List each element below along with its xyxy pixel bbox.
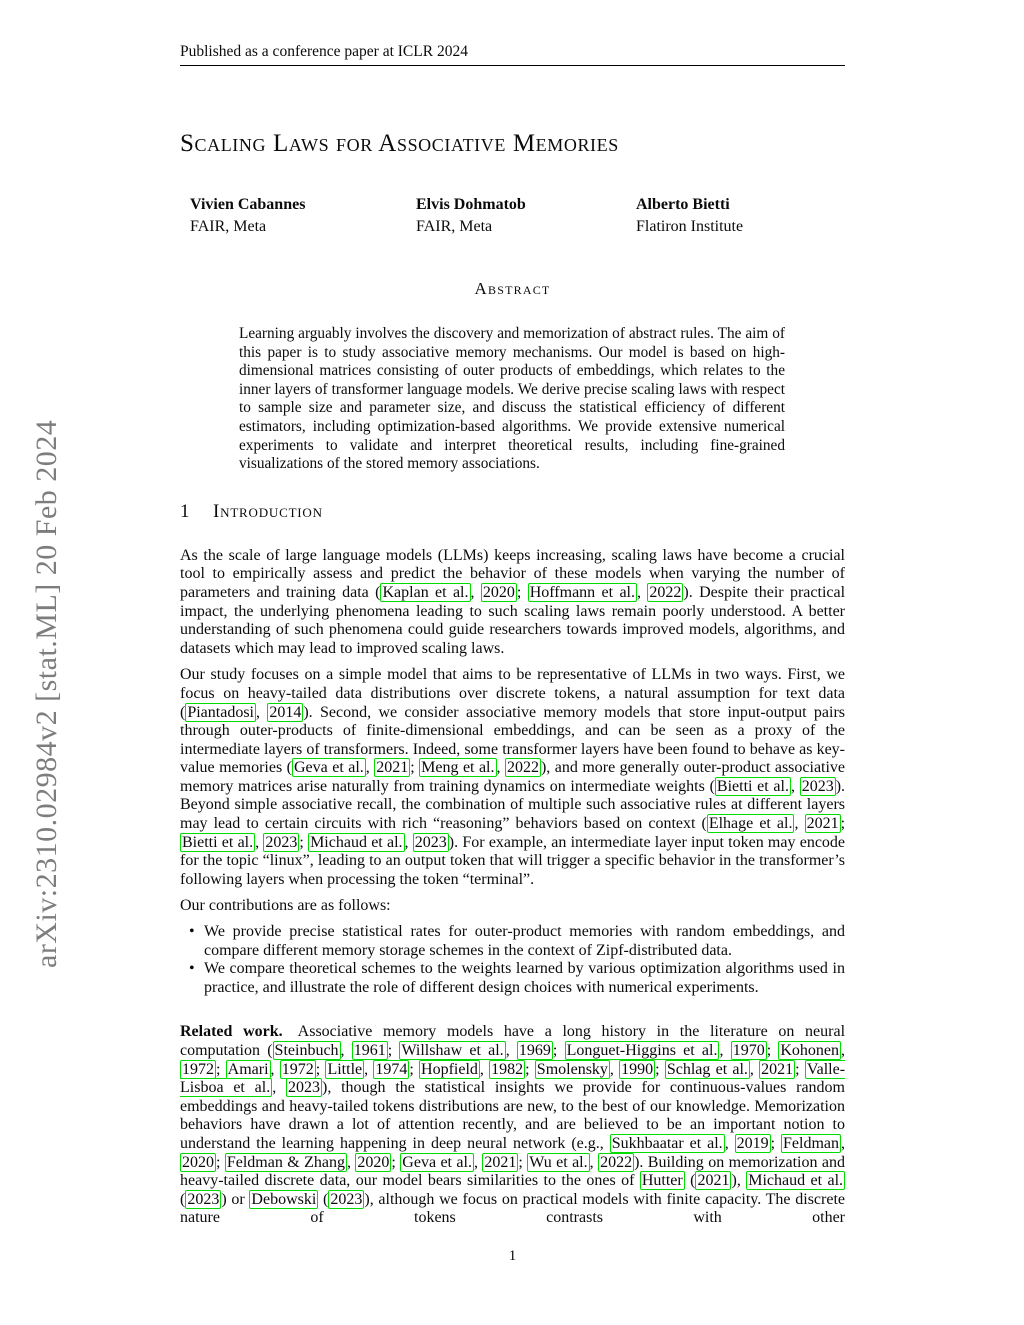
section-heading-introduction xyxy=(180,500,845,524)
author-name: Elvis Dohmatob xyxy=(416,196,526,213)
related-work-label: Related work. xyxy=(180,1023,283,1041)
intro-paragraph-1: As the scale of large language models (LLMs) keeps increasing, scaling laws have become a crucial tool to empirically assess and predict the behavior of these models when varying the number of parameters and training data ( Kaplan et al. , 2020 ; Hoffmann et al. , 2022 ). Despite their practical impact, the underlying phenomena leading to such scaling laws remain poorly understood. A better understanding of such phenomena could guide researchers towards improved models, algorithms, and datasets which may lead to improved scaling laws. xyxy=(180,546,846,657)
citation-link[interactable]: Michaud et al. xyxy=(310,833,403,851)
citation-link[interactable]: 2020 xyxy=(182,1153,214,1171)
author-2 xyxy=(416,195,526,236)
citation-link[interactable]: 2023 xyxy=(287,1079,320,1097)
citation-link[interactable]: 1990 xyxy=(621,1060,654,1078)
citation-link[interactable]: 2021 xyxy=(484,1153,517,1171)
citation-link[interactable]: 2023 xyxy=(187,1190,220,1208)
citation-link[interactable]: 2021 xyxy=(806,815,839,833)
citation-link[interactable]: 2022 xyxy=(649,583,682,601)
citation-link[interactable]: Bietti et al. xyxy=(716,777,789,795)
citation-link[interactable]: Kohonen xyxy=(780,1042,840,1059)
abstract-heading: Abstract xyxy=(474,279,551,298)
author-affiliation: FAIR, Meta xyxy=(416,218,493,235)
citation-link[interactable]: 2022 xyxy=(600,1153,633,1171)
citation-link[interactable]: 2020 xyxy=(482,583,515,601)
citation-link[interactable]: 1974 xyxy=(375,1060,408,1078)
related-work-paragraph xyxy=(180,1023,845,1228)
intro-paragraph-2: Our study focuses on a simple model that aims to be representative of LLMs in two ways. First, we focus on heavy-tailed data distributions over discrete tokens, a natural assumption for text data ( Piantadosi , 2014 ). Second, we consider associative memory models that store input-output pairs through outer-products of finite-dimensional embeddings, and can be seen as a proxy of the intermediate layers of transformers. Indeed, some transformer layers have been found to behave as key-value memories ( Geva et al. , 2021 ; Meng et al. , 2022 ), and more generally outer-product associative memory matrices arise naturally from training dynamics on intermediate weights ( Bietti et al. , 2023 ). Beyond simple associative recall, the combination of multiple such associative rules at different layers may lead to certain circuits with rich “reasoning” behaviors based on context ( Elhage et al. , 2021 ; Bietti et al. , 2023 ; Michaud et al. , 2023 ). For example, an intermediate layer input token may encode for the topic “linux”, leading to an output token that will trigger a specific behavior in the transformer’s following layers when processing the token “terminal”. xyxy=(180,666,846,888)
citation-link[interactable]: Sukhbaatar et al. xyxy=(611,1134,723,1152)
citation-link[interactable]: 1972 xyxy=(281,1060,314,1078)
arxiv-watermark: arXiv:2310.02984v2 [stat.ML] 20 Feb 2024 xyxy=(30,419,63,968)
citation-link[interactable]: Longuet-Higgins et al. xyxy=(566,1042,718,1059)
list-item: • We compare theoretical schemes to the weights learned by various optimization algorithms used in practice, and illustrate the role of different design choices with numerical experiments. xyxy=(204,960,845,997)
section-title: Introduction xyxy=(213,500,323,522)
citation-link[interactable]: 2020 xyxy=(357,1153,390,1171)
citation-link[interactable]: Hoffmann et al. xyxy=(529,583,635,601)
contributions-intro: Our contributions are as follows: xyxy=(180,897,391,915)
author-affiliation: Flatiron Institute xyxy=(636,218,744,235)
author-3 xyxy=(636,195,743,236)
citation-link[interactable]: 2014 xyxy=(269,703,302,721)
abstract-text: Learning arguably involves the discovery and memorization of abstract rules. The aim of this paper is to study associative memory mechanisms. Our model is based on high-dimensional matrices consisting of outer products of embeddings, which relates to the inner layers of transformer language models. We derive precise scaling laws with respect to sample size and parameter size, and discuss the statistical efficiency of different estimators, including optimization-based algorithms. We provide extensive numerical experiments to validate and interpret theoretical results, including fine-grained visualizations of the stored memory associations. xyxy=(239,325,785,473)
citation-link[interactable]: 2023 xyxy=(414,833,447,851)
running-header: Published as a conference paper at ICLR 2024 xyxy=(180,0,845,66)
list-item: • We provide precise statistical rates for outer-product memories with random embeddings, and compare different memory storage schemes in the context of Zipf-distributed data. xyxy=(204,923,845,960)
citation-link[interactable]: Feldman & Zhang xyxy=(226,1153,345,1171)
citation-link[interactable]: Kaplan et al. xyxy=(382,583,469,601)
citation-link[interactable]: Hopfield xyxy=(421,1060,478,1078)
citation-link[interactable]: Bietti et al. xyxy=(182,833,254,851)
author-name: Alberto Bietti xyxy=(636,196,730,213)
citation-link[interactable]: Meng et al. xyxy=(421,759,495,777)
citation-link[interactable]: Hutter xyxy=(641,1172,683,1190)
citation-link[interactable]: Little xyxy=(327,1060,363,1078)
citation-link[interactable]: 2021 xyxy=(697,1172,730,1190)
citation-link[interactable]: Geva et al. xyxy=(402,1153,472,1171)
citation-link[interactable]: 2021 xyxy=(376,759,409,777)
citation-link[interactable]: Geva et al. xyxy=(294,759,364,777)
citation-link[interactable]: Wu et al. xyxy=(529,1153,588,1171)
paper-content xyxy=(180,0,845,1228)
citation-link[interactable]: 1982 xyxy=(491,1060,524,1078)
citation-link[interactable]: Steinbuch xyxy=(274,1042,339,1059)
citation-link[interactable]: 2023 xyxy=(801,777,834,795)
author-block xyxy=(180,195,845,243)
citation-link[interactable]: Feldman xyxy=(783,1134,840,1152)
contributions-list xyxy=(180,923,845,997)
paper-title: Scaling Laws for Associative Memories xyxy=(180,130,619,157)
citation-link[interactable]: 2023 xyxy=(265,833,298,851)
citation-link[interactable]: 1970 xyxy=(732,1042,765,1059)
citation-link[interactable]: 2023 xyxy=(330,1190,363,1208)
citation-link[interactable]: Valle-Lisboa et al. xyxy=(180,1060,846,1097)
citation-link[interactable]: Elhage et al. xyxy=(708,815,793,833)
citation-link[interactable]: Smolensky xyxy=(536,1060,608,1078)
author-affiliation: FAIR, Meta xyxy=(190,218,267,235)
citation-link[interactable]: Piantadosi xyxy=(187,703,254,721)
page-number: 1 xyxy=(508,1248,517,1264)
author-name: Vivien Cabannes xyxy=(190,196,306,213)
citation-link[interactable]: Schlag et al. xyxy=(666,1060,748,1078)
citation-link[interactable]: 2019 xyxy=(736,1134,769,1152)
citation-link[interactable]: 1972 xyxy=(182,1060,214,1078)
citation-link[interactable]: 2021 xyxy=(761,1060,794,1078)
author-1 xyxy=(190,195,305,236)
related-work-text: Associative memory models have a long history in the literature on neural computation ( Steinbuch , 1961 ; Willshaw et al. , 1969 ; Longuet-Higgins et al. , 1970 ; Kohonen , 1972 ; Amari , 1972 ; Little , 1974 ; Hopfield , 1982 ; Smolensky , 1990 ; Schlag et al. , 2021 ; Valle-Lisboa et al. , 2023 ), though the statistical insights we provide for continuous-values random embeddings and heavy-tailed tokens distributions are new, to the best of our knowledge. Memorization behaviors have drawn a lot of attention recently, and are believed to be an important notion to understand the learning happening in deep neural network (e.g., Sukhbaatar et al. , 2019 ; Feldman , 2020 ; Feldman & Zhang , 2020 ; Geva et al. , 2021 ; Wu et al. , 2022 ). Building on memorization and heavy-tailed discrete data, our model bears similarities to the ones of Hutter ( 2021 ), Michaud et al. ( 2023 ) or Debowski ( 2023 ), although we focus on practical models with finite capacity. The discrete nature of tokens contrasts with other xyxy=(180,1023,846,1227)
citation-link[interactable]: Debowski xyxy=(251,1190,317,1208)
citation-link[interactable]: 1969 xyxy=(518,1042,551,1059)
citation-link[interactable]: 2022 xyxy=(506,759,539,777)
citation-link[interactable]: Amari xyxy=(227,1060,269,1078)
citation-link[interactable]: 1961 xyxy=(353,1042,386,1059)
section-number: 1 xyxy=(180,500,191,522)
citation-link[interactable]: Willshaw et al. xyxy=(401,1042,504,1059)
citation-link[interactable]: Michaud et al. xyxy=(748,1172,844,1190)
